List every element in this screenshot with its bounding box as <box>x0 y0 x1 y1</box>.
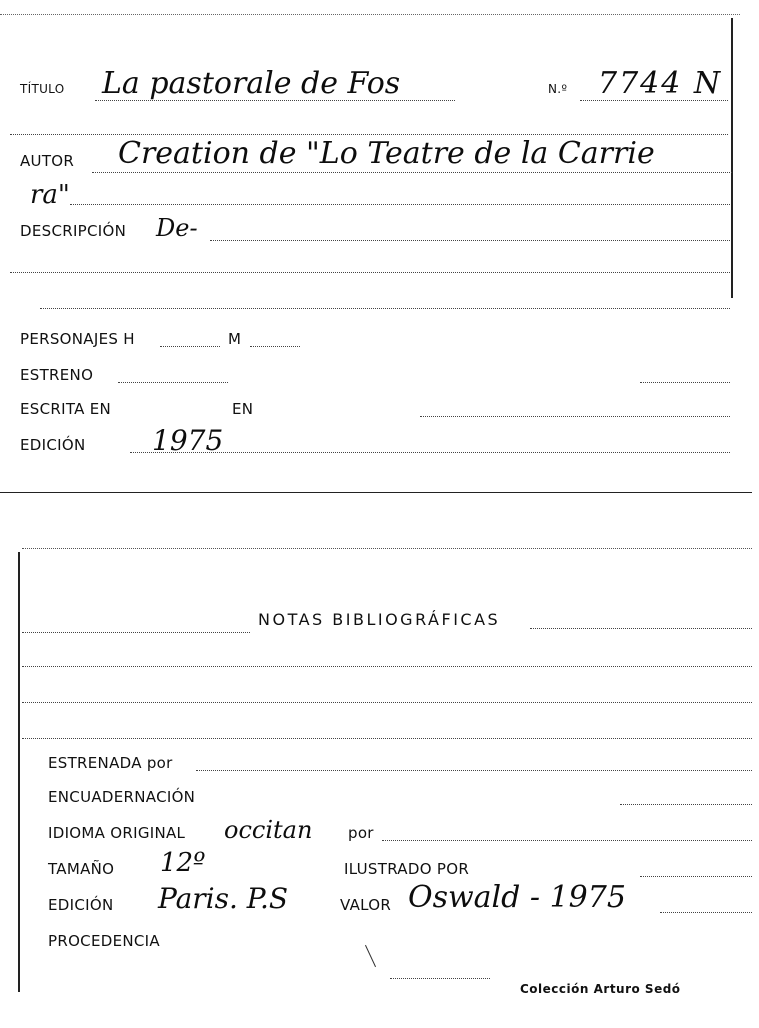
valor-value: Oswald - 1975 <box>408 880 626 915</box>
card-divider <box>0 492 752 493</box>
autor-line <box>92 172 732 173</box>
autor-line-2 <box>70 204 730 205</box>
estrenada-label: ESTRENADA por <box>48 754 173 772</box>
catalog-card-bottom <box>0 540 759 1028</box>
estreno-label: ESTRENO <box>20 366 94 384</box>
titulo-value: La pastorale de Fos <box>102 66 401 101</box>
estreno-line <box>118 382 228 383</box>
titulo-label: TÍTULO <box>20 82 65 96</box>
escrita-line <box>420 416 730 417</box>
personajes-m-line <box>250 346 300 347</box>
catalog-card-top <box>0 0 759 493</box>
personajes-label: PERSONAJES H <box>20 330 135 348</box>
encuadernacion-label: ENCUADERNACIÓN <box>48 788 196 806</box>
autor-value-cont: ra" <box>30 180 70 210</box>
collection-footer: Colección Arturo Sedó <box>520 982 681 996</box>
notas-rule-1 <box>22 666 752 667</box>
autor-label: AUTOR <box>20 152 75 170</box>
descripcion-label: DESCRIPCIÓN <box>20 222 127 240</box>
bottom-top-border <box>22 548 752 549</box>
pen-stroke <box>365 945 376 967</box>
descripcion-line-2 <box>10 272 730 273</box>
ilustrado-line <box>640 876 752 877</box>
personajes-h-line <box>160 346 220 347</box>
numero-label: N.º <box>548 82 568 96</box>
titulo-line <box>95 100 455 101</box>
edicion-bottom-value: Paris. P.S <box>158 882 289 915</box>
edicion-line <box>130 452 730 453</box>
procedencia-line <box>390 978 490 979</box>
idioma-line <box>382 840 752 841</box>
personajes-m-label: M <box>228 330 242 348</box>
ilustrado-label: ILUSTRADO POR <box>344 860 470 878</box>
procedencia-label: PROCEDENCIA <box>48 932 160 950</box>
encuadernacion-line <box>620 804 752 805</box>
edicion-value: 1975 <box>152 424 224 457</box>
numero-line <box>580 100 728 101</box>
autor-value: Creation de "Lo Teatre de la Carrie <box>118 136 655 171</box>
valor-label: VALOR <box>340 896 392 914</box>
descripcion-value: De- <box>156 214 198 242</box>
tamano-value: 12º <box>160 848 206 878</box>
numero-value: 7744 N <box>598 66 723 101</box>
escrita-label: ESCRITA EN <box>20 400 112 418</box>
descripcion-line <box>210 240 730 241</box>
right-border <box>731 18 733 298</box>
descripcion-line-3 <box>40 308 730 309</box>
edicion-bottom-label: EDICIÓN <box>48 896 114 914</box>
rule-1 <box>10 134 728 135</box>
notas-line-right <box>530 628 752 629</box>
idioma-label: IDIOMA ORIGINAL <box>48 824 186 842</box>
idioma-por-label: por <box>348 824 374 842</box>
escrita-en-label: EN <box>232 400 254 418</box>
tamano-label: TAMAÑO <box>48 860 115 878</box>
estrenada-line <box>196 770 752 771</box>
notas-rule-2 <box>22 702 752 703</box>
valor-line <box>660 912 752 913</box>
bottom-left-border <box>18 552 20 992</box>
estreno-line-right <box>640 382 730 383</box>
notas-rule-3 <box>22 738 752 739</box>
edicion-label: EDICIÓN <box>20 436 86 454</box>
notas-title: NOTAS BIBLIOGRÁFICAS <box>258 610 501 629</box>
top-dotted-border <box>0 14 740 15</box>
notas-line-left <box>22 632 250 633</box>
idioma-value: occitan <box>224 816 313 844</box>
